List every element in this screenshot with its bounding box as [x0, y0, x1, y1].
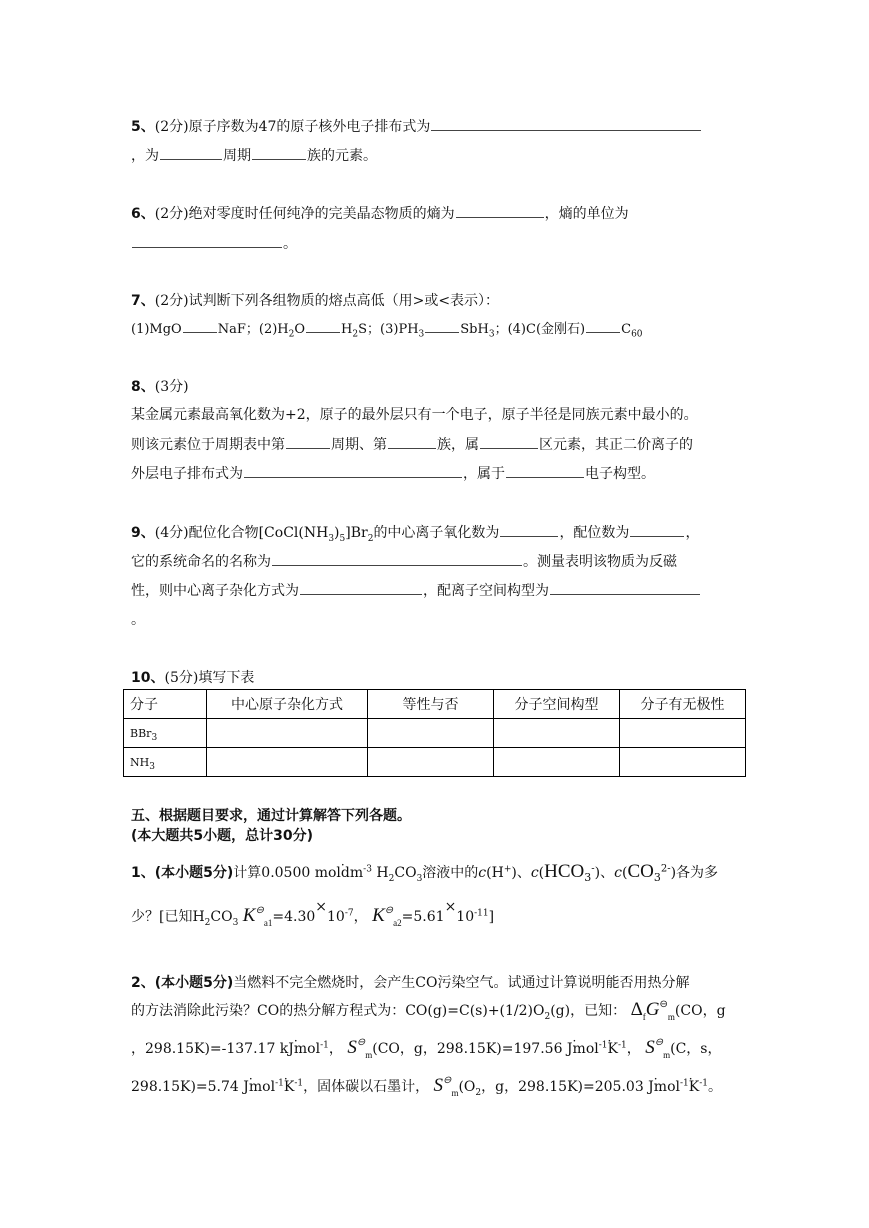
- question-number: 10、: [131, 670, 165, 686]
- question-text: 性，则中心离子杂化方式为: [131, 583, 299, 599]
- answer-blank: [431, 116, 701, 131]
- subscript: f: [642, 1011, 646, 1022]
- table-cell[interactable]: [368, 719, 494, 748]
- gibbs-symbol: [631, 999, 675, 1020]
- symbol-text: S: [645, 1037, 655, 1058]
- standard-state-symbol: ⊖: [443, 1075, 452, 1086]
- standard-state-symbol: ⊖: [356, 1037, 366, 1048]
- table-header-cell: 分子空间构型: [494, 690, 620, 719]
- question-text: 。: [283, 236, 297, 252]
- subscript: 2: [475, 1087, 482, 1098]
- concentration-symbol: c: [478, 865, 487, 881]
- question-text: (CO，g，298.15K)=197.56 J: [372, 1041, 573, 1057]
- question-text: 外层电子排布式为: [131, 466, 243, 482]
- question-text: )、: [511, 865, 531, 881]
- section-subtitle: (本大题共5小题，总计30分): [131, 828, 314, 844]
- q7-line-2: [131, 318, 741, 340]
- entropy-symbol: [434, 1075, 459, 1096]
- answer-blank: [630, 522, 684, 537]
- section-title: 五、根据题目要求，通过计算解答下列各题。: [131, 808, 411, 824]
- item-text: ；: [494, 322, 508, 337]
- standard-state-symbol: ⊖: [659, 999, 668, 1010]
- question-score: (4分): [154, 525, 189, 541]
- question-score: (本小题5分): [154, 865, 234, 881]
- standard-state-symbol: ⊖: [654, 1037, 664, 1048]
- question-text: 电子构型。: [585, 466, 655, 482]
- q7-line-1: [131, 291, 741, 311]
- table-cell[interactable]: [207, 719, 368, 748]
- question-number: 8、: [131, 379, 155, 395]
- q9-line-4: [131, 610, 741, 630]
- concentration-symbol: c: [530, 865, 539, 881]
- question-text: ): [334, 525, 340, 541]
- question-text: 298.15K)=5.74 J: [131, 1079, 249, 1095]
- value-text: =4.30: [272, 909, 316, 925]
- question-number: 6、: [131, 206, 155, 222]
- question-text: 溶液中的: [422, 865, 479, 881]
- table-cell[interactable]: [494, 748, 620, 777]
- answer-blank: [132, 233, 282, 248]
- question-text: 族的元素。: [307, 148, 377, 164]
- superscript: -1: [294, 1078, 304, 1089]
- subscript: 3: [584, 870, 592, 884]
- table-header-cell: 分子有无极性: [620, 690, 746, 719]
- value-text: 10: [327, 909, 345, 925]
- question-score: (5分): [164, 670, 199, 686]
- subscript: 3: [653, 870, 661, 884]
- question-text: ，配离子空间构型为: [423, 583, 549, 599]
- q8-line-3: [131, 434, 741, 455]
- subscript: 5: [339, 533, 346, 544]
- formula-text: HCO: [544, 861, 585, 882]
- item-text: (2)H: [258, 322, 289, 337]
- question-text: H: [371, 865, 389, 881]
- answer-table: [123, 689, 746, 777]
- item-text: S；: [358, 322, 381, 337]
- question-number: 2、: [131, 975, 155, 991]
- subscript: 3: [232, 917, 239, 928]
- subscript: 2: [544, 1011, 551, 1022]
- q6-line-2: [131, 233, 741, 254]
- question-text: 配位化合物[CoCl(NH: [188, 525, 329, 541]
- question-text: ，属于: [463, 466, 505, 482]
- subscript: a2: [393, 917, 402, 928]
- subscript: 3: [151, 732, 158, 743]
- q9-line-3: [131, 580, 741, 601]
- question-text: 区元素，其正二价离子的: [539, 437, 693, 453]
- symbol-text: S: [433, 1075, 444, 1096]
- question-text: )、: [594, 865, 615, 881]
- question-text: 。: [708, 1079, 723, 1095]
- item-text: (3)PH: [380, 322, 419, 337]
- value-text: =5.61: [401, 909, 445, 925]
- symbol-text: Δ: [630, 999, 643, 1020]
- subscript: m: [451, 1087, 459, 1098]
- q8-line-1: [131, 377, 741, 397]
- answer-blank: [500, 522, 558, 537]
- question-text: ，: [626, 1041, 641, 1057]
- q5-line-2: [131, 145, 741, 166]
- answer-blank: [425, 318, 459, 333]
- superscript: -: [591, 863, 595, 875]
- c2-line-4: [131, 1076, 741, 1099]
- superscript: -1: [320, 1040, 329, 1051]
- question-text: 当燃料不完全燃烧时，会产生CO污染空气。试通过计算说明能否用热分解: [233, 975, 690, 991]
- ka2-symbol: [372, 905, 402, 926]
- symbol-text: K: [242, 905, 256, 926]
- answer-blank: [306, 318, 340, 333]
- superscript: -1: [699, 1078, 709, 1089]
- question-number: 1、: [131, 865, 155, 881]
- question-text: 的方法消除此污染？CO的热分解方程式为：CO(g)=C(s)+(1/2)O: [131, 1003, 545, 1019]
- unit-text: · dm: [341, 865, 363, 881]
- table-cell[interactable]: [620, 748, 746, 777]
- superscript: -7: [344, 908, 354, 919]
- cell-text: NH: [130, 755, 150, 769]
- table-cell[interactable]: [207, 748, 368, 777]
- standard-state-symbol: ⊖: [255, 905, 264, 916]
- question-text: ，: [328, 1041, 343, 1057]
- table-cell[interactable]: [368, 748, 494, 777]
- question-text: CO: [394, 865, 417, 881]
- table-row: [124, 748, 746, 777]
- entropy-symbol: [645, 1037, 670, 1058]
- question-score: (本小题5分): [154, 975, 234, 991]
- question-text: 则该元素位于周期表中第: [131, 437, 285, 453]
- unit-text: · mol: [573, 1041, 599, 1057]
- unit-text: · mol: [294, 1041, 320, 1057]
- question-text: 计算0.0500 mol: [233, 865, 341, 881]
- c2-line-2: [131, 1000, 741, 1023]
- subscript: m: [663, 1049, 671, 1060]
- times-symbol: ×: [444, 899, 457, 915]
- question-score: (2分): [154, 293, 189, 309]
- question-text: (CO，g: [674, 1003, 726, 1019]
- c1-line-1: [131, 862, 741, 883]
- question-text: 少？[已知H: [131, 909, 205, 925]
- subscript: 2: [204, 917, 211, 928]
- answer-blank: [272, 551, 522, 566]
- question-text: (H: [486, 865, 504, 881]
- question-text: ，298.15K)=-137.17 kJ: [131, 1041, 294, 1057]
- table-cell: [124, 719, 207, 748]
- concentration-symbol: c: [614, 865, 622, 881]
- superscript: -1: [679, 1078, 689, 1089]
- q5-line-1: [131, 116, 741, 137]
- question-text: ，固体碳以石墨计，: [303, 1079, 430, 1095]
- item-text: C: [621, 322, 632, 337]
- q8-line-2: [131, 405, 741, 425]
- question-text: (O: [458, 1079, 476, 1095]
- question-text: ，熵的单位为: [544, 206, 629, 222]
- subscript: 60: [631, 329, 643, 340]
- table-cell[interactable]: [494, 719, 620, 748]
- answer-blank: [506, 463, 584, 478]
- formula-text: CO: [627, 861, 654, 882]
- subscript: 3: [418, 329, 425, 340]
- unit-text: · K: [608, 1041, 618, 1057]
- item-text: H: [341, 322, 353, 337]
- table-header-cell: 等性与否: [368, 690, 494, 719]
- ka1-symbol: [243, 905, 273, 926]
- answer-blank: [252, 145, 306, 160]
- question-text: 填写下表: [198, 670, 255, 686]
- symbol-text: S: [347, 1037, 357, 1058]
- question-text: ，为: [131, 148, 159, 164]
- question-number: 9、: [131, 525, 155, 541]
- question-text: (C，s，: [670, 1041, 722, 1057]
- times-symbol: ×: [315, 899, 328, 915]
- superscript: -1: [275, 1078, 284, 1089]
- question-score: (3分): [154, 379, 189, 395]
- unit-text: · mol: [249, 1079, 275, 1095]
- answer-blank: [456, 203, 544, 218]
- question-score: (2分): [154, 206, 189, 222]
- subscript: 3: [328, 533, 335, 544]
- table-header-cell: 分子: [124, 690, 207, 719]
- subscript: 3: [416, 873, 423, 884]
- answer-blank: [550, 580, 700, 595]
- question-text: (g)，已知：: [550, 1003, 627, 1019]
- question-text: ，配位数为: [559, 525, 630, 541]
- table-header-cell: 中心原子杂化方式: [207, 690, 368, 719]
- question-text: 周期、第: [331, 437, 387, 453]
- answer-blank: [388, 434, 436, 449]
- item-text: (4)C(金刚石): [507, 322, 586, 337]
- superscript: +: [503, 864, 512, 875]
- question-text: (: [621, 865, 628, 881]
- answer-blank: [160, 145, 222, 160]
- item-text: (1)MgO: [131, 322, 182, 337]
- question-text: 的中心离子氧化数为: [373, 525, 500, 541]
- c2-line-1: [131, 973, 741, 993]
- c1-line-2: [131, 899, 741, 929]
- unit-text: · K: [284, 1079, 294, 1095]
- question-text: ]Br: [345, 525, 368, 541]
- table-header-row: [124, 690, 746, 719]
- question-text: 族，属: [437, 437, 479, 453]
- question-text: 周期: [223, 148, 251, 164]
- question-text: (: [538, 865, 545, 881]
- unit-text: · K: [689, 1079, 699, 1095]
- question-number: 7、: [131, 293, 155, 309]
- subscript: m: [365, 1049, 373, 1060]
- q9-line-1: [131, 522, 741, 543]
- table-cell: [124, 748, 207, 777]
- answer-blank: [586, 318, 620, 333]
- table-cell[interactable]: [620, 719, 746, 748]
- c2-line-3: [131, 1038, 741, 1061]
- question-text: 它的系统命名的名称为: [131, 554, 271, 570]
- question-text: 。: [131, 612, 145, 628]
- q8-line-4: [131, 463, 741, 484]
- unit-text: · mol: [654, 1079, 680, 1095]
- subscript: 2: [367, 533, 374, 544]
- q9-line-2: [131, 551, 741, 572]
- subscript: 2: [352, 329, 359, 340]
- item-text: O: [294, 322, 306, 337]
- subscript: 3: [488, 329, 495, 340]
- entropy-symbol: [347, 1037, 372, 1058]
- question-text: ，: [685, 525, 700, 541]
- superscript: -3: [363, 864, 372, 875]
- question-text: ]: [488, 909, 495, 925]
- subscript: m: [667, 1011, 675, 1022]
- cell-text: BBr: [130, 726, 152, 740]
- question-text: 。测量表明该物质为反磁: [523, 554, 677, 570]
- subscript: 2: [288, 329, 295, 340]
- answer-blank: [300, 580, 422, 595]
- item-text: SbH: [460, 322, 489, 337]
- q6-line-1: [131, 203, 741, 224]
- superscript: -1: [617, 1040, 627, 1051]
- answer-blank: [480, 434, 538, 449]
- subscript: 3: [149, 761, 155, 772]
- symbol-text: K: [372, 905, 385, 926]
- question-text: 试判断下列各组物质的熔点高低（用>或<表示）：: [188, 293, 500, 309]
- superscript: -1: [598, 1040, 608, 1051]
- subscript: 2: [388, 873, 395, 884]
- question-text: 绝对零度时任何纯净的完美晶态物质的熵为: [188, 206, 455, 222]
- standard-state-symbol: ⊖: [384, 905, 394, 916]
- symbol-text: G: [645, 999, 660, 1020]
- item-text: NaF；: [217, 322, 259, 337]
- question-text: 某金属元素最高氧化数为+2，原子的最外层只有一个电子，原子半径是同族元素中最小的。: [131, 407, 698, 423]
- question-score: (2分): [154, 119, 189, 135]
- question-text: ，g，298.15K)=205.03 J: [481, 1079, 654, 1095]
- question-text: CO: [210, 909, 233, 925]
- q10-line-1: [131, 668, 741, 688]
- subscript: a1: [263, 917, 273, 928]
- question-text: )各为多: [670, 865, 719, 881]
- superscript: 2-: [660, 863, 671, 875]
- question-text: ，: [353, 909, 368, 925]
- answer-blank: [183, 318, 217, 333]
- superscript: -11: [474, 908, 489, 919]
- value-text: 10: [456, 909, 475, 925]
- question-number: 5、: [131, 119, 155, 135]
- answer-blank: [286, 434, 330, 449]
- table-row: [124, 719, 746, 748]
- question-text: 原子序数为47的原子核外电子排布式为: [188, 119, 431, 135]
- answer-blank: [244, 463, 462, 478]
